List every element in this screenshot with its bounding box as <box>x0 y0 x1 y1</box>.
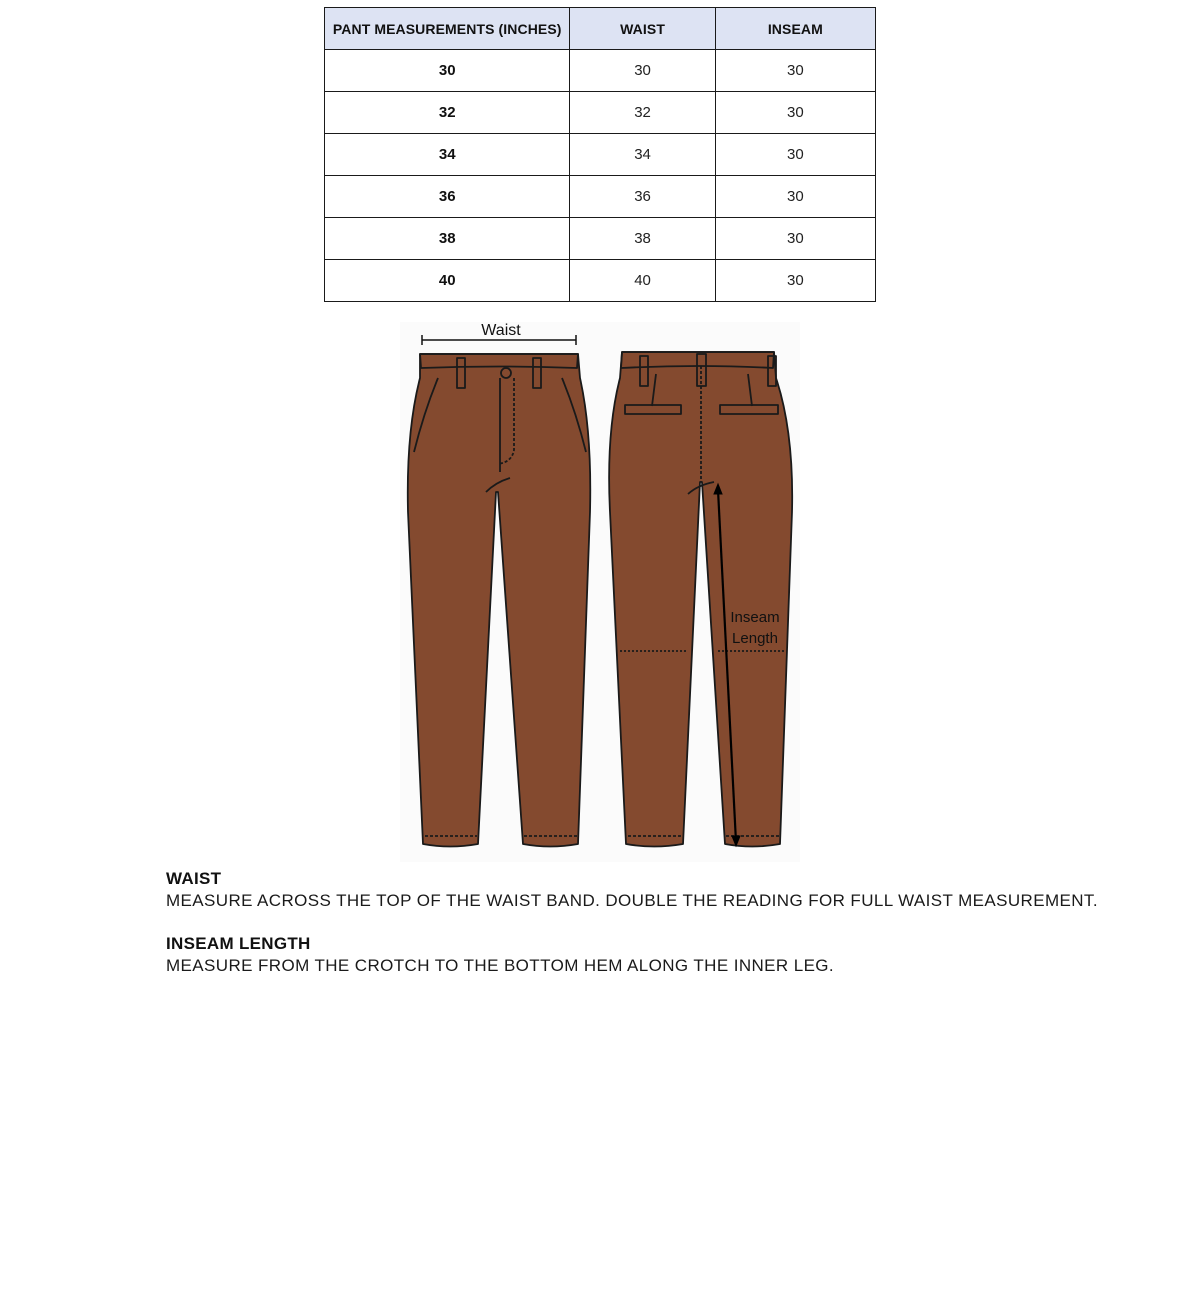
waist-instruction-title: WAIST <box>166 869 222 888</box>
waist-instruction-text: MEASURE ACROSS THE TOP OF THE WAIST BAND. DOUBLE THE READING FOR FULL WAIST MEASUREMENT. <box>166 891 1098 910</box>
header-inseam: INSEAM <box>715 8 875 50</box>
waist-cell: 34 <box>570 134 715 176</box>
waist-cell: 30 <box>570 50 715 92</box>
table-row <box>325 176 876 218</box>
waist-instruction <box>166 868 1146 912</box>
header-waist: WAIST <box>570 8 715 50</box>
table-row <box>325 134 876 176</box>
inseam-instruction <box>166 933 1146 977</box>
size-cell: 34 <box>325 134 570 176</box>
waist-cell: 40 <box>570 260 715 302</box>
pants-measurement-diagram <box>400 322 800 862</box>
table-row <box>325 50 876 92</box>
table-row <box>325 92 876 134</box>
table-header-row <box>325 8 876 50</box>
header-pant-measurements: PANT MEASUREMENTS (INCHES) <box>325 8 570 50</box>
size-cell: 30 <box>325 50 570 92</box>
inseam-label-line1: Inseam <box>730 609 780 626</box>
inseam-cell: 30 <box>715 134 875 176</box>
measurement-instructions <box>166 868 1146 998</box>
size-cell: 32 <box>325 92 570 134</box>
inseam-instruction-text: MEASURE FROM THE CROTCH TO THE BOTTOM HEM ALONG THE INNER LEG. <box>166 956 835 975</box>
waist-label: Waist <box>481 322 521 339</box>
waist-cell: 36 <box>570 176 715 218</box>
waist-cell: 38 <box>570 218 715 260</box>
inseam-cell: 30 <box>715 260 875 302</box>
inseam-instruction-title: INSEAM LENGTH <box>166 934 311 953</box>
inseam-label-line2: Length <box>732 630 778 647</box>
waist-cell: 32 <box>570 92 715 134</box>
inseam-cell: 30 <box>715 50 875 92</box>
table-row <box>325 260 876 302</box>
size-cell: 36 <box>325 176 570 218</box>
table-row <box>325 218 876 260</box>
inseam-cell: 30 <box>715 176 875 218</box>
size-chart-table <box>324 7 876 302</box>
inseam-cell: 30 <box>715 218 875 260</box>
inseam-cell: 30 <box>715 92 875 134</box>
size-cell: 40 <box>325 260 570 302</box>
size-cell: 38 <box>325 218 570 260</box>
